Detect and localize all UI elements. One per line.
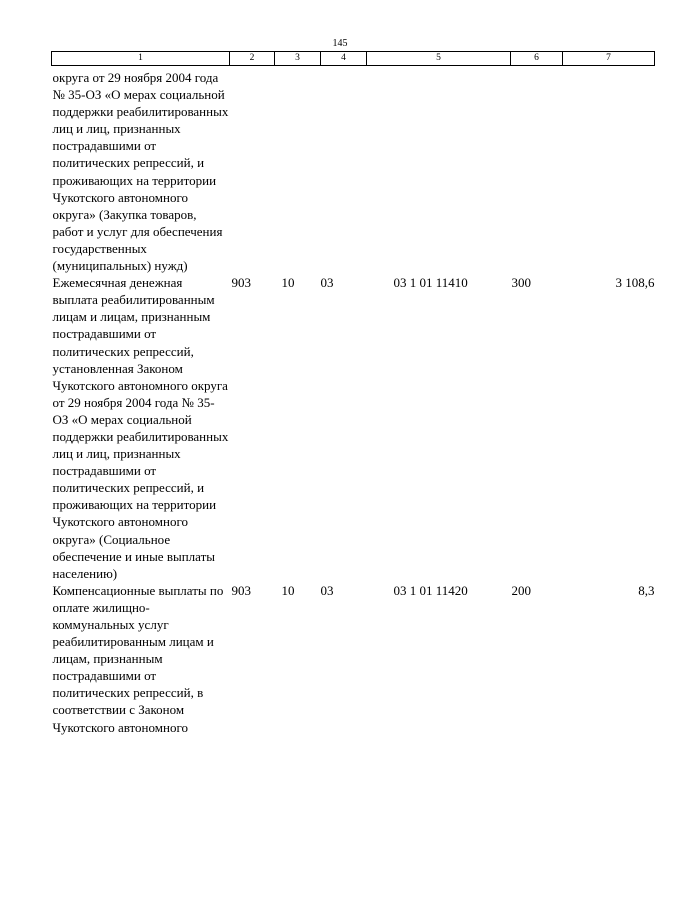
row-target-article: 03 1 01 11410: [393, 275, 468, 291]
column-header-2: 2: [230, 52, 275, 66]
row-subsection-code: 03: [320, 275, 334, 291]
table-row: [52, 582, 655, 736]
column-header-5: 5: [367, 52, 511, 66]
column-header-1: 1: [52, 52, 230, 66]
row-description: Компенсационные выплаты по оплате жилищно-коммунальных услуг реабилитированным лицам и лицам, признанным пострадавшими от политических репрессий, в соответствии с Законом Чукотского автономного: [52, 582, 224, 735]
table-row: [52, 66, 655, 275]
row-amount: 3 108,6: [615, 275, 655, 291]
row-subsection-code: [321, 66, 367, 275]
row-amount: 8,3: [638, 582, 655, 598]
row-expense-type: 300: [511, 275, 531, 291]
row-section-code: 10: [281, 582, 295, 598]
row-description: округа от 29 ноября 2004 года № 35-ОЗ «О мерах социальной поддержки реабилитированных лиц и лиц, признанных пострадавшими от политических репрессий, и проживающих на территории Чукотского автономного округа» (Закупка товаров, работ и услуг для обеспечения государственных (муниципальных) нужд): [52, 70, 229, 274]
row-target-article: [367, 66, 511, 275]
column-header-7: 7: [563, 52, 655, 66]
row-section-code: 10: [281, 275, 295, 291]
page-number: 145: [332, 38, 348, 49]
row-subsection-code: 03: [320, 582, 334, 598]
row-description: Ежемесячная денежная выплата реабилитированным лицам и лицам, признанным пострадавшими от политических репрессий, установленная Законом Чукотского автономного округа от 29 ноября 2004 года № 35-ОЗ «О мерах социальной поддержки реабилитированных лиц и лиц, признанных пострадавшими от политических репрессий, и проживающих на территории Чукотского автономного округа» (Социальное обеспечение и иные выплаты населению): [52, 275, 229, 581]
row-amount: [563, 66, 655, 275]
table-row: [52, 274, 655, 582]
column-header-4: 4: [321, 52, 367, 66]
budget-table: [51, 51, 655, 736]
row-ministry-code: 903: [231, 582, 251, 598]
row-target-article: 03 1 01 11420: [393, 582, 468, 598]
row-expense-type: [511, 66, 563, 275]
column-header-3: 3: [275, 52, 321, 66]
row-ministry-code: [230, 66, 275, 275]
column-header-6: 6: [511, 52, 563, 66]
row-section-code: [275, 66, 321, 275]
row-ministry-code: 903: [231, 275, 251, 291]
table-header-row: [52, 52, 655, 66]
row-expense-type: 200: [511, 582, 531, 598]
